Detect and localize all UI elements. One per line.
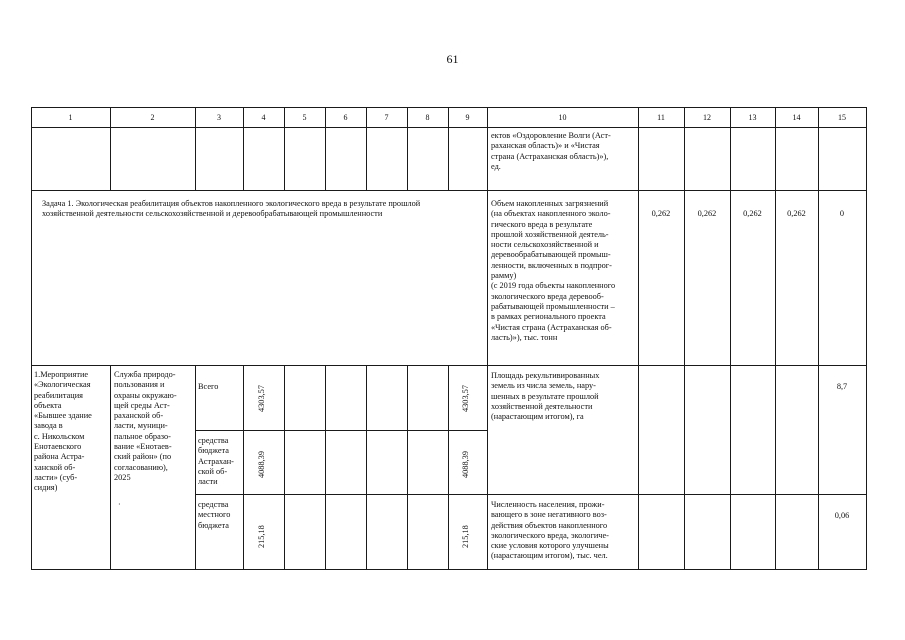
regional-amount-col-9: 4088,39 — [461, 451, 470, 478]
col-line — [818, 107, 819, 570]
row-divider — [31, 365, 867, 366]
header-col-8: 8 — [425, 113, 430, 122]
header-col-9: 9 — [465, 113, 470, 122]
col-line — [284, 365, 285, 570]
header-col-13: 13 — [748, 113, 757, 122]
header-col-5: 5 — [302, 113, 307, 122]
task-value-col-11: 0,262 — [651, 209, 671, 218]
header-col-11: 11 — [657, 113, 665, 122]
measure-indicator-1: Площадь рекультивированных земель из числа земель, нару- шенных в результате прошлой хозяйственной деятельности (нарастающим итогом), га — [491, 371, 600, 422]
total-amount-col-9: 4303,57 — [461, 385, 470, 412]
col-line — [243, 365, 244, 570]
task-value-col-12: 0,262 — [697, 209, 717, 218]
indicator-1-value-col-15: 8,7 — [836, 382, 848, 391]
measure-name: 1.Мероприятие «Экологическая реабилитация объекта «Бывшее здание завода в с. Никольском Енотаевского района Астра- ханской об- ласти» (суб- сидия) — [34, 370, 92, 493]
col-line — [407, 365, 408, 570]
continuation-indicator-text: ектов «Оздоровление Волги (Аст- раханская область)» и «Чистая страна (Астраханская область)»), ед. — [491, 131, 611, 171]
total-amount-col-4: 4303,57 — [257, 385, 266, 412]
row-divider — [31, 190, 867, 191]
col-line — [366, 365, 367, 570]
measure-indicator-2: Численность населения, прожи- вающего в зоне негативного воз- действия объектов накопленного экологического вреда, экологиче- ские условия которого улучшены (нарастающим итогом), тыс. чел. — [491, 500, 609, 561]
header-col-6: 6 — [343, 113, 348, 122]
col-line — [775, 107, 776, 570]
subrow-divider — [195, 494, 867, 495]
header-col-7: 7 — [384, 113, 389, 122]
task-value-col-13: 0,262 — [743, 209, 762, 218]
subrow-divider — [195, 430, 487, 431]
col-line — [487, 107, 488, 570]
col-line — [195, 365, 196, 570]
col-line — [730, 107, 731, 570]
task-value-col-14: 0,262 — [787, 209, 806, 218]
task-title: Задача 1. Экологическая реабилитация объектов накопленного экологического вреда в результате прошлой хозяйственной деятельности сельскохозяйственной и деревообрабатывающей промышленности — [42, 199, 421, 219]
funding-source-local: средства местного бюджета — [198, 500, 231, 530]
header-col-15: 15 — [838, 113, 846, 122]
header-col-4: 4 — [261, 113, 266, 122]
header-col-1: 1 — [68, 113, 73, 122]
table-border-bottom — [31, 569, 867, 570]
local-amount-col-9: 215,18 — [461, 525, 470, 548]
page-number: 61 — [446, 52, 459, 66]
header-col-14: 14 — [792, 113, 801, 122]
col-line — [31, 107, 32, 570]
local-amount-col-4: 215,18 — [257, 525, 266, 548]
funding-source-total: Всего — [198, 382, 219, 391]
task-indicator-text: Объем накопленных загрязнений (на объектах накопленного эколо- гического вреда в результате прошлой хозяйственной деятель- ности сельскохозяйственной и деревообрабатывающей промыш- ленности, включенных в подпрог- рамму) (с 2019 года объекты накопленного экологического вреда деревооб- рабатывающей промышленности – в рамках регионального проекта «Чистая страна (Астраханская об- ласть)»), тыс. тонн — [491, 199, 616, 342]
col-line — [448, 365, 449, 570]
header-col-3: 3 — [217, 113, 221, 122]
measure-executor: Служба природо- пользования и охраны окружаю- щей среды Аст- раханской об- ласти, муници- пальное образо- вание «Енотаев- ский район» (по согласованию), 2025 — [114, 370, 177, 482]
regional-amount-col-4: 4088,39 — [257, 451, 266, 478]
task-value-col-15: 0 — [839, 209, 845, 218]
col-line — [866, 107, 867, 570]
funding-source-regional: средства бюджета Астрахан- ской об- ласти — [198, 436, 234, 487]
indicator-2-value-col-15: 0,06 — [834, 511, 850, 520]
col-line — [325, 365, 326, 570]
stray-mark: · — [118, 500, 121, 509]
col-line — [684, 107, 685, 570]
header-divider — [31, 127, 867, 128]
header-col-12: 12 — [703, 113, 711, 122]
col-line — [638, 107, 639, 570]
header-col-2: 2 — [150, 113, 155, 122]
col-line — [110, 365, 111, 570]
header-col-10: 10 — [558, 113, 567, 122]
